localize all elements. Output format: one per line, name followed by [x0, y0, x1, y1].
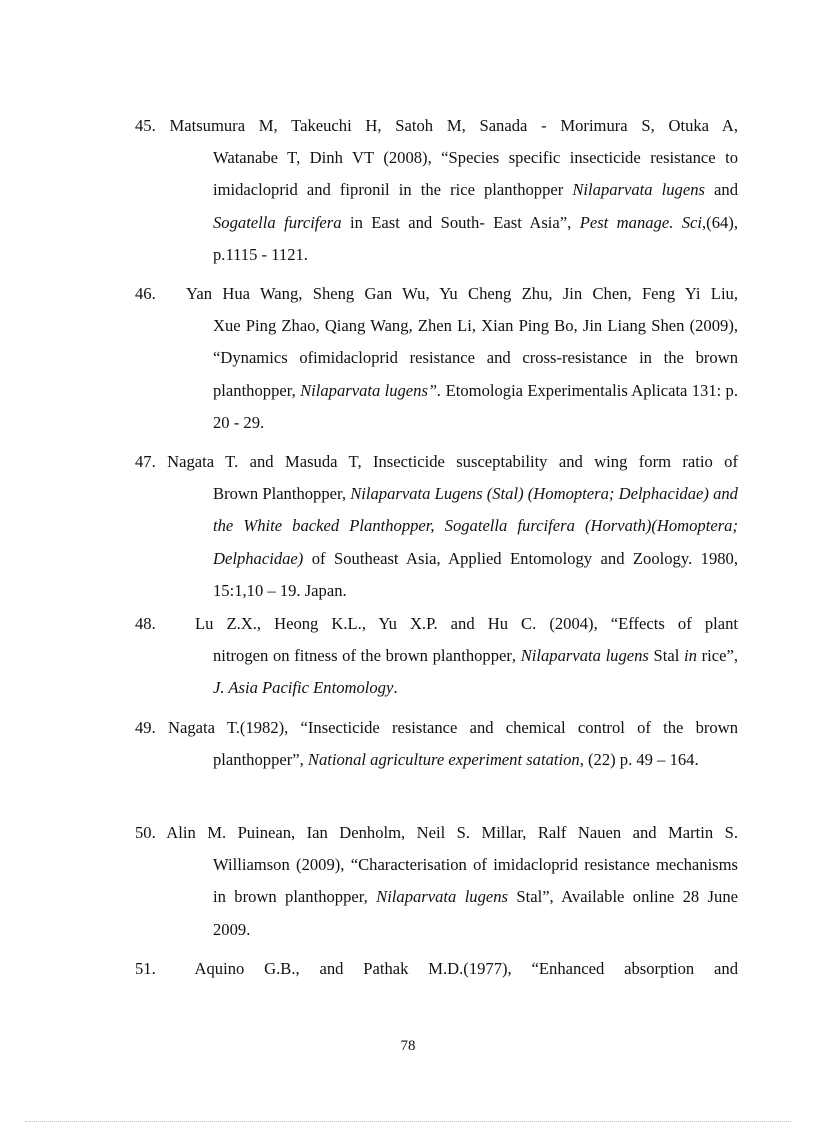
reference-48: 48. Lu Z.X., Heong K.L., Yu X.P. and Hu C. (2004), “Effects of plant nitrogen on fitness of the brown planthopper, Nilaparvata lugens Stal in rice”, J. Asia Pacific Entomology.	[213, 608, 738, 705]
reference-first-line: 45. Matsumura M, Takeuchi H, Satoh M, Sanada - Morimura S, Otuka A,	[135, 116, 738, 135]
reference-number: 49.	[135, 718, 156, 737]
page-bottom-divider	[25, 1121, 791, 1122]
reference-number: 46.	[135, 284, 156, 303]
reference-number: 48.	[135, 614, 156, 633]
reference-first-line: 49. Nagata T.(1982), “Insecticide resistance and chemical control of the brown	[135, 718, 738, 737]
page-number: 78	[400, 1038, 416, 1054]
reference-first-line: 50. Alin M. Puinean, Ian Denholm, Neil S. Millar, Ralf Nauen and Martin S.	[135, 823, 738, 842]
reference-50: 50. Alin M. Puinean, Ian Denholm, Neil S. Millar, Ralf Nauen and Martin S. Williamson (2009), “Characterisation of imidacloprid resistance mechanisms in brown planthopper, Nilaparvata lugens Stal”, Available online 28 June 2009.	[213, 817, 738, 946]
reference-number: 51.	[135, 959, 156, 978]
reference-first-line: 51. Aquino G.B., and Pathak M.D.(1977), “Enhanced absorption and	[135, 959, 738, 978]
reference-number: 50.	[135, 823, 156, 842]
reference-47: 47. Nagata T. and Masuda T, Insecticide susceptability and wing form ratio of Brown Planthopper, Nilaparvata Lugens (Stal) (Homoptera; Delphacidae) and the White backed Planthopper, Sogatella furcifera (Horvath)(Homoptera; Delphacidae) of Southeast Asia, Applied Entomology and Zoology. 1980, 15:1,10 – 19. Japan.	[213, 446, 738, 607]
reference-45: 45. Matsumura M, Takeuchi H, Satoh M, Sanada - Morimura S, Otuka A, Watanabe T, Dinh VT (2008), “Species specific insecticide resistance to imidacloprid and fipronil in the rice planthopper Nilaparvata lugens and Sogatella furcifera in East and South- East Asia”, Pest manage. Sci,(64), p.1115 - 1121.	[213, 110, 738, 271]
reference-first-line: 48. Lu Z.X., Heong K.L., Yu X.P. and Hu C. (2004), “Effects of plant	[135, 614, 738, 633]
reference-51	[135, 953, 738, 985]
reference-49: 49. Nagata T.(1982), “Insecticide resistance and chemical control of the brown planthopper”, National agriculture experiment satation, (22) p. 49 – 164.	[213, 712, 738, 776]
reference-first-line: 46. Yan Hua Wang, Sheng Gan Wu, Yu Cheng Zhu, Jin Chen, Feng Yi Liu,	[135, 284, 738, 303]
reference-46: 46. Yan Hua Wang, Sheng Gan Wu, Yu Cheng Zhu, Jin Chen, Feng Yi Liu, Xue Ping Zhao, Qiang Wang, Zhen Li, Xian Ping Bo, Jin Liang Shen (2009), “Dynamics ofimidacloprid resistance and cross-resistance in the brown planthopper, Nilaparvata lugens”. Etomologia Experimentalis Aplicata 131: p. 20 - 29.	[213, 278, 738, 439]
reference-first-line: 47. Nagata T. and Masuda T, Insecticide susceptability and wing form ratio of	[135, 452, 738, 471]
reference-number: 45.	[135, 116, 156, 135]
reference-number: 47.	[135, 452, 156, 471]
